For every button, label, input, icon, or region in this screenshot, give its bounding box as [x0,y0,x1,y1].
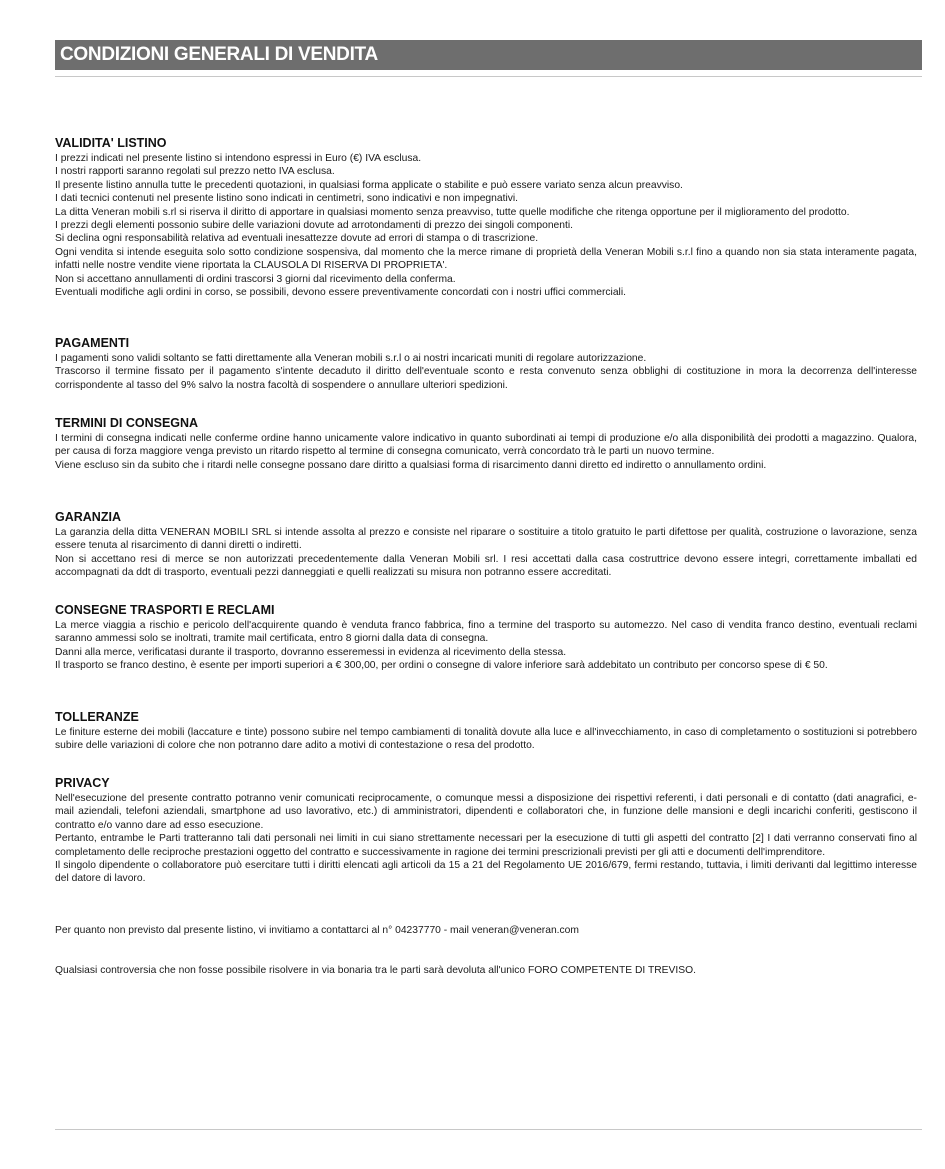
header-divider [55,76,922,77]
section-tolleranze [55,710,917,753]
section-consegne-trasporti-reclami [55,603,917,673]
footer-divider [55,1129,922,1130]
paragraph: Viene escluso sin da subito che i ritardi nelle consegne possano dare diritto a qualsiasi forma di risarcimento danni diretto ed indiretto o annullamento ordini. [55,459,767,471]
section-termini-di-consegna [55,416,917,472]
section-heading: CONSEGNE TRASPORTI E RECLAMI [55,603,275,617]
paragraph: Il presente listino annulla tutte le precedenti quotazioni, in qualsiasi forma applicate o stabilite e può essere variato senza alcun preavviso. [55,179,683,191]
title-banner [55,40,922,70]
paragraph: Si declina ogni responsabilità relativa ad eventuali inesattezze dovute ad errori di stampa o di trascrizione. [55,233,539,245]
paragraph: I nostri rapporti saranno regolati sul prezzo netto IVA esclusa. [55,166,335,178]
section-validita-listino [55,136,917,299]
paragraph: Eventuali modifiche agli ordini in corso, se possibili, devono essere preventivamente concordati con i nostri uffici commerciali. [55,287,626,299]
section-heading: GARANZIA [55,510,121,524]
paragraph: Ogni vendita si intende eseguita solo sotto condizione sospensiva, dal momento che la merce rimane di proprietà della Veneran Mobili s.r.l fino a quando non sia stata interamente pagata, infatti nelle nostre vendite viene riportata la CLAUSOLA DI RISERVA DI PROPRIETA'. [55,246,917,272]
paragraph: Non si accettano annullamenti di ordini trascorsi 3 giorni dal ricevimento della conferma. [55,273,456,285]
paragraph: La garanzia della ditta VENERAN MOBILI SRL si intende assolta al prezzo e consiste nel riparare o sostituire a titolo gratuito le parti difettose per qualità, costruzione o lavorazione, senza essere tenuta al risarcimento di danni diretti o indiretti. [55,527,917,552]
paragraph: I pagamenti sono validi soltanto se fatti direttamente alla Veneran mobili s.r.l o ai nostri incaricati muniti di regolare autorizzazione. [55,353,647,364]
paragraph: Il trasporto se franco destino, è esente per importi superiori a € 300,00, per ordini o consegne di valore inferiore sarà addebitato un contributo per concorso spese di € 50. [55,660,828,672]
section-pagamenti [55,336,917,392]
paragraph: Il singolo dipendente o collaboratore può esercitare tutti i diritti elencati agli articoli da 15 a 21 del Regolamento UE 2016/679, fermi restando, tuttavia, i limiti derivanti dal legittimo interesse del datore di lavoro. [55,860,917,885]
section-heading: TERMINI DI CONSEGNA [55,416,199,430]
section-heading: PAGAMENTI [55,336,130,350]
paragraph: I termini di consegna indicati nelle conferme ordine hanno unicamente valore indicativo in quanto subordinati ai tempi di produzione e/o alla disponibilità dei prodotti a magazzino. Qualora, per causa di forza maggiore venga previsto un ritardo rispetto al termine di consegna comunicato, verrà concordato trà le parti un nuovo termine. [55,433,917,458]
paragraph: Le finiture esterne dei mobili (laccature e tinte) possono subire nel tempo cambiamenti di tonalità dovute alla luce e all'invecchiamento, in caso di completamento o sostituzioni si potrebbero subire delle variazioni di colore che non potranno dare adito a motivi di contestazione o resa del prodotto. [55,727,917,752]
paragraph: Non si accettano resi di merce se non autorizzati precedentemente dalla Veneran Mobili srl. I resi accettati dalla casa costruttrice devono essere integri, correttamente imballati ed accompagnati da ddt di trasporto, eventuali pezzi danneggiati e quelli realizzati su misura non potranno essere accreditati. [55,553,917,579]
section-heading: PRIVACY [55,776,110,790]
paragraph: Nell'esecuzione del presente contratto potranno venir comunicati reciprocamente, o comunque messi a disposizione dei rispettivi referenti, i dati personali e di contatto (dati anagrafici, e-mail aziendali, telefoni aziendali, smartphone ad uso lavorativo, etc.) di amministratori, dipendenti e collaboratori che, in funzione delle mansioni e degli incarichi conferiti, gestiscono il contratto e/o vanno dare ad esso esecuzione. [55,793,917,831]
jurisdiction-note: Qualsiasi controversia che non fosse possibile risolvere in via bonaria tra le parti sarà devoluta all'unico FORO COMPETENTE DI TREVISO. [55,965,697,976]
paragraph: La ditta Veneran mobili s.rl si riserva il diritto di apportare in qualsiasi momento senza preavviso, tutte quelle modifiche che ritenga opportune per il miglioramento del prodotto. [55,206,850,218]
paragraph: Pertanto, entrambe le Parti tratteranno tali dati personali nei limiti in cui siano strettamente necessari per la esecuzione di tutti gli aspetti del contratto [2] I dati verranno conservati fino al completamento delle reciproche prestazioni oggetto del contratto e successivamente in ragione dei termini prescrizionali previsti per gli atti e documenti dell'imprenditore. [55,833,917,858]
contact-note: Per quanto non previsto dal presente listino, vi invitiamo a contattarci al n° 04237770 - mail veneran@veneran.com [55,925,579,936]
paragraph: La merce viaggia a rischio e pericolo dell'acquirente quando è venduta franco fabbrica, fino a termine del trasporto su automezzo. Nel caso di vendita franco destino, eventuali reclami saranno ammessi solo se inoltrati, tramite mail certificata, entro 8 giorni dalla data di consegna. [55,620,917,645]
paragraph: I prezzi indicati nel presente listino si intendono espressi in Euro (€) IVA esclusa. [55,153,422,164]
paragraph: I prezzi degli elementi possonio subire delle variazioni dovute ad arrotondamenti di prezzo dei singoli componenti. [55,220,574,232]
section-heading: TOLLERANZE [55,710,139,724]
paragraph: I dati tecnici contenuti nel presente listino sono indicati in centimetri, sono indicativi e non impegnativi. [55,193,519,205]
paragraph: Danni alla merce, verificatasi durante il trasporto, dovranno esseremessi in evidenza al ricevimento della stessa. [55,646,567,658]
paragraph: Trascorso il termine fissato per il pagamento s'intente decaduto il diritto dell'eventuale sconto e resta convenuto senza obblighi di costituzione in mora la decorrenza dell'interesse corrispondente al tasso del 9% salvo la nostra facoltà di sospendere o annullare ulteriori spedizioni. [55,366,917,391]
section-privacy [55,776,917,886]
page-title: CONDIZIONI GENERALI DI VENDITA [60,44,378,65]
section-garanzia [55,510,917,580]
section-heading: VALIDITA' LISTINO [55,136,167,150]
